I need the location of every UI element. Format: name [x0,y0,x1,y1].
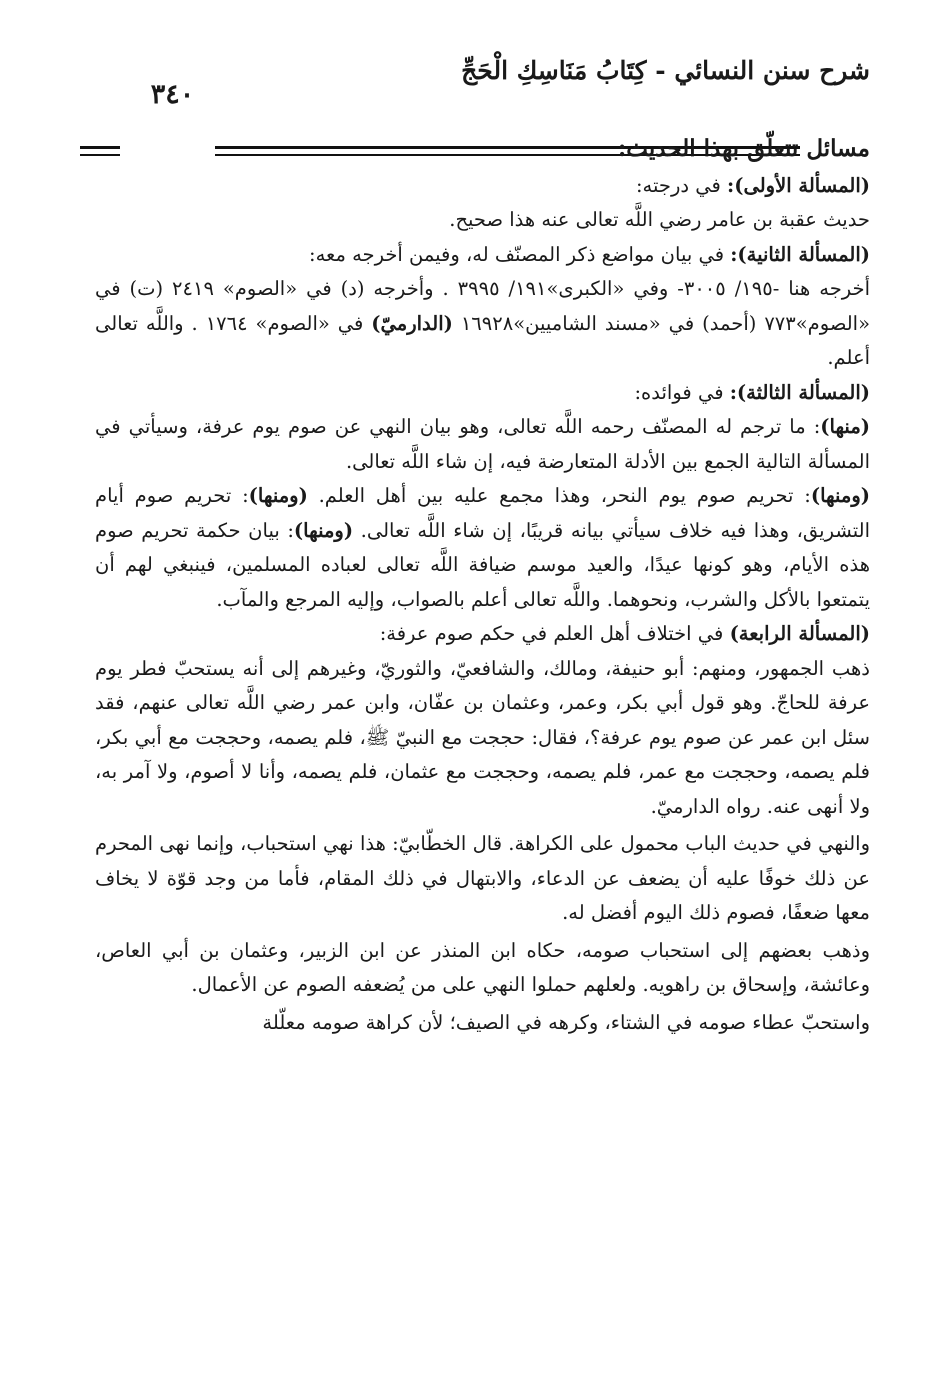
benefit-1 [95,410,870,479]
issue-4-heading [95,617,870,652]
issue-2-answer [95,272,870,376]
issue-2-heading [95,238,870,273]
benefit-2-4 [95,479,870,617]
issue-1-label: (المسألة الأولى): [727,173,870,197]
benefit-1-text: : ما ترجم له المصنّف رحمه اللَّه تعالى، وهو بيان النهي عن صوم يوم عرفة، وسيأتي في المسألة التالية الجمع بين الأدلة المتعارضة فيه، إن شاء اللَّه تعالى. [95,415,870,473]
benefit-4-text: : بيان حكمة تحريم صوم هذه الأيام، وهو كونها عيدًا، والعيد موسم ضيافة اللَّه تعالى لعباده المسلمين، فينبغي لهم أن يتمتعوا بالأكل والشرب، ونحوهما. واللَّه تعالى أعلم بالصواب، وإليه المرجع والمآب. [95,518,870,611]
issue-4-topic: في اختلاف أهل العلم في حكم صوم عرفة: [379,622,730,645]
benefit-3-text: : تحريم صوم أيام التشريق، وهذا فيه خلاف سيأتي بيانه قريبًا، إن شاء اللَّه تعالى. [95,484,871,542]
benefit-1-label: (منها) [820,415,870,438]
benefit-3-label: (ومنها) [248,484,308,507]
body-text [95,132,870,1040]
issue-2-topic: في بيان مواضع ذكر المصنّف له، وفيمن أخرجه معه: [309,242,731,266]
issue-4-paragraph-2: والنهي في حديث الباب محمول على الكراهة. قال الخطّابيّ: هذا نهي استحباب، وإنما نهى المحرم عن ذلك خوفًا عليه أن يضعف عن الدعاء، والابتهال في ذلك المقام، فأما من وجد قوّة لا يخاف معها ضعفًا، فصوم ذلك اليوم أفضل له. [95,832,870,924]
issue-2-answer-part-2: في «الصوم» ١٧٦٤ . واللَّه تعالى أعلم. [95,311,870,369]
issue-3-heading [95,376,870,411]
issue-3-topic: في فوائده: [634,380,730,404]
page-number: ٣٤٠ [135,78,210,112]
issue-1-heading [95,169,870,204]
running-title: شرح سنن النسائي - كِتَابُ مَنَاسِكِ الْحَجِّ [461,56,870,85]
issue-1-topic: في درجته: [635,173,728,197]
issue-1-answer: حديث عقبة بن عامر رضي اللَّه تعالى عنه هذا صحيح. [449,208,870,231]
issue-4-paragraph-3: وذهب بعضهم إلى استحباب صومه، حكاه ابن المنذر عن ابن الزبير، وعثمان بن أبي العاص، وعائشة، وإسحاق بن راهويه. ولعلهم حملوا النهي على من يُضعفه الصوم عن الأعمال. [95,938,870,996]
section-title: مسائل تتعلّق بهذا الحديث: [617,135,870,162]
issue-3-label: (المسألة الثالثة): [729,380,870,404]
issue-4-paragraph-4: واستحبّ عطاء صومه في الشتاء، وكرهه في الصيف؛ لأن كراهة صومه معلّلة [262,1010,870,1034]
benefit-2-text: : تحريم صوم يوم النحر، وهذا مجمع عليه بين أهل العلم. [307,484,811,507]
issue-2-answer-part-1: أخرجه هنا -١٩٥/ ٣٠٠٥- وفي «الكبرى»١٩١/ ٣٩٩٥ . وأخرجه (د) في «الصوم» ٢٤١٩ (ت) في «الصوم»٧٧٣ (أحمد) في «مسند الشاميين»١٦٩٢٨ [95,277,871,335]
page-header [80,52,870,122]
issue-2-label: (المسألة الثانية): [730,242,870,266]
benefit-4-label: (ومنها) [293,518,354,542]
issue-4-paragraph-1: ذهب الجمهور، ومنهم: أبو حنيفة، ومالك، والشافعيّ، والثوريّ، وغيرهم إلى أنه يستحبّ فطر يوم عرفة للحاجّ. وهو قول أبي بكر، وعمر، وعثمان بن عفّان، وابن عمر رضي اللَّه تعالى عنهم، فقد سئل ابن عمر عن صوم يوم عرفة؟، فقال: حججت مع النبيّ ﷺ، فلم يصمه، وحججت مع أبي بكر، فلم يصمه، وحججت مع عمر، فلم يصمه، وحججت مع عثمان، فلم يصمه، وأنا لا أصوم، ولا آمر به، ولا أنهى عنه. رواه الدارميّ. [95,656,870,818]
issue-2-darimi: (الدارميّ) [371,311,453,335]
issue-4-label: (المسألة الرابعة) [729,622,870,645]
benefit-2-label: (ومنها) [810,484,870,507]
